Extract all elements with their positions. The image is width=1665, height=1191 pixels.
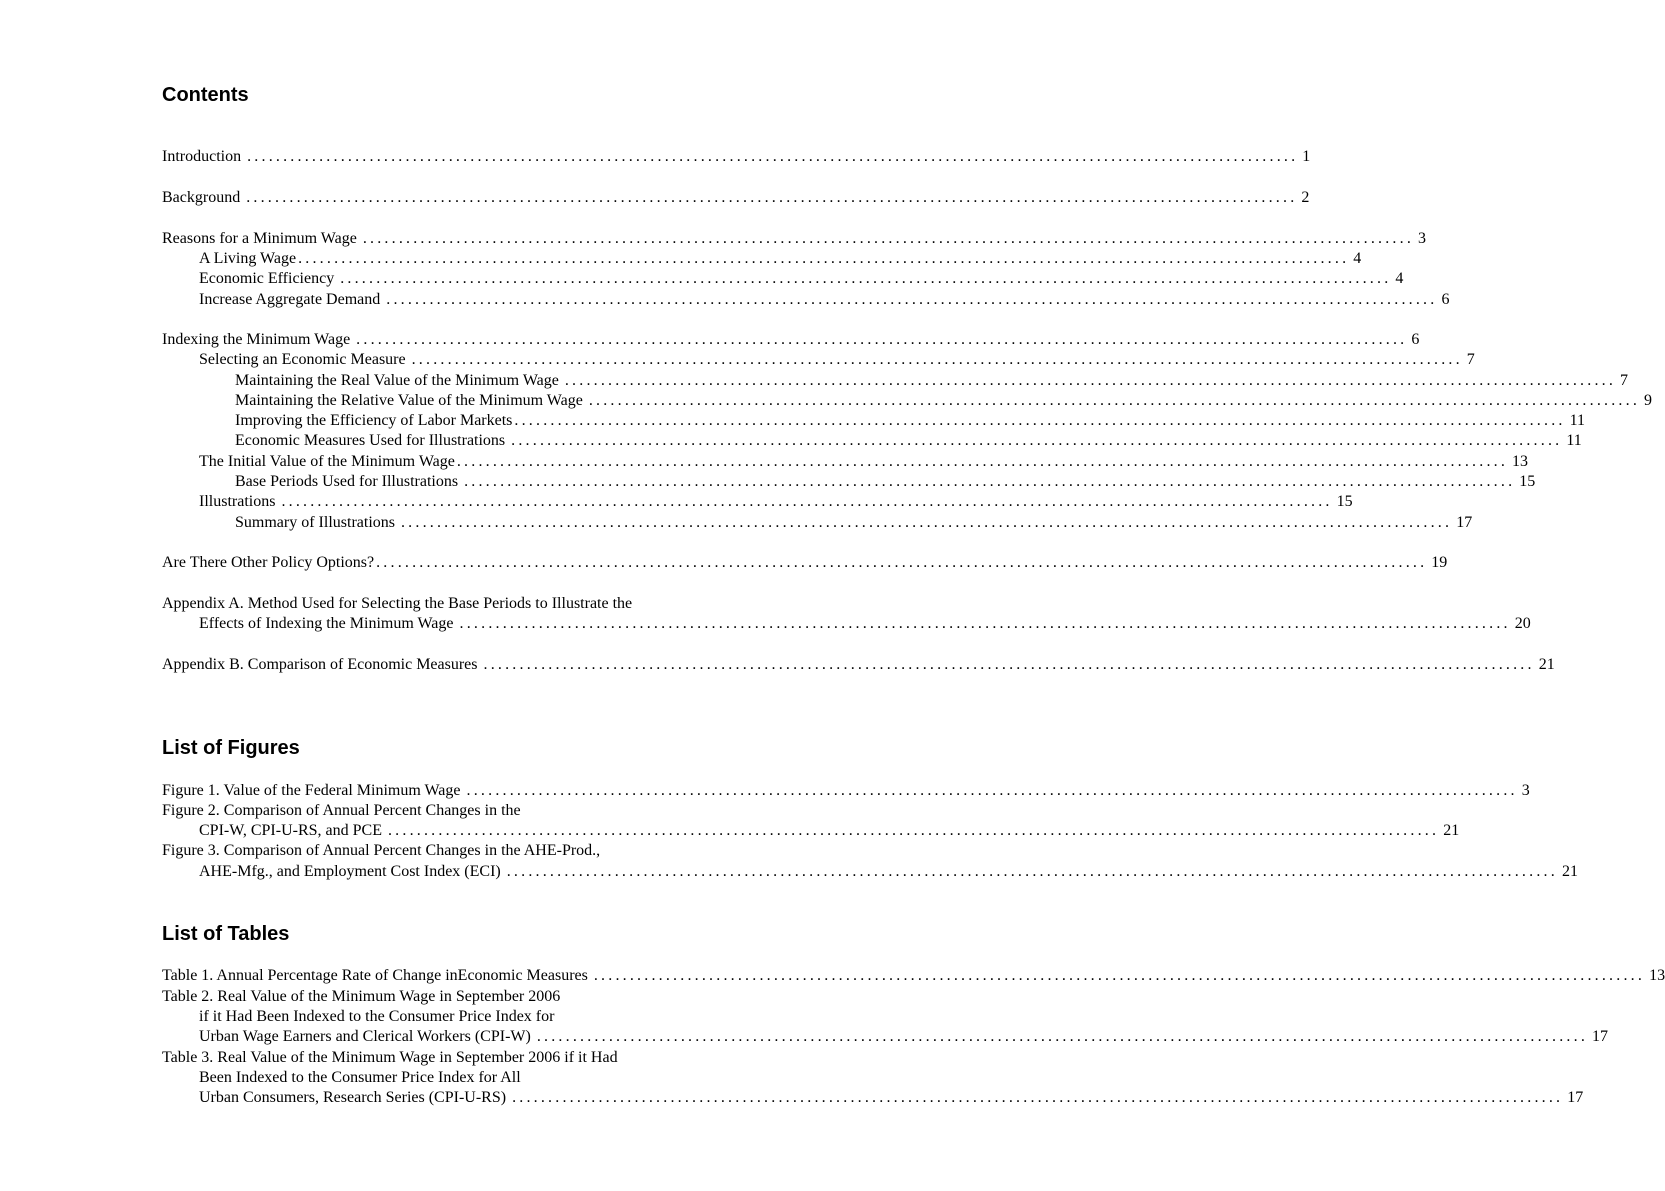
- dot-leader: ..................................................................................................................................................: [456, 453, 1509, 470]
- toc-entry[interactable]: Summary of Illustrations .................................................................................................................................................. 17: [235, 514, 1473, 531]
- figure-entry[interactable]: Figure 1. Value of the Federal Minimum Wage .................................................................................................................................................. 3: [162, 782, 1530, 799]
- figure-entry-first-line[interactable]: Figure 3. Comparison of Annual Percent Changes in the AHE-Prod.,: [162, 842, 601, 859]
- toc-entry[interactable]: Maintaining the Real Value of the Minimum Wage .................................................................................................................................................. 7: [235, 372, 1629, 389]
- dot-leader: ..................................................................................................................................................: [512, 1089, 1564, 1106]
- dot-leader: ..................................................................................................................................................: [281, 493, 1333, 510]
- dot-leader: ..................................................................................................................................................: [387, 822, 1440, 839]
- figure-entry[interactable]: CPI-W, CPI-U-RS, and PCE .................................................................................................................................................. 21: [199, 822, 1460, 839]
- dot-leader: ..................................................................................................................................................: [483, 656, 1535, 673]
- toc-entry[interactable]: Appendix B. Comparison of Economic Measures .................................................................................................................................................. 21: [162, 656, 1555, 673]
- dot-leader: ..................................................................................................................................................: [247, 148, 1299, 165]
- table-entry-middle-line: Been Indexed to the Consumer Price Index for All: [199, 1069, 521, 1086]
- dot-leader: ..................................................................................................................................................: [459, 615, 1511, 632]
- toc-entry[interactable]: Selecting an Economic Measure .................................................................................................................................................. 7: [199, 351, 1475, 368]
- toc-entry-first-line[interactable]: Appendix A. Method Used for Selecting the Base Periods to Illustrate the: [162, 595, 633, 612]
- table-entry-middle-line: if it Had Been Indexed to the Consumer Price Index for: [199, 1008, 555, 1025]
- toc-entry[interactable]: Increase Aggregate Demand .................................................................................................................................................. 6: [199, 291, 1450, 308]
- toc-entry[interactable]: The Initial Value of the Minimum Wage .................................................................................................................................................. 13: [199, 453, 1529, 470]
- contents-heading: Contents: [162, 84, 249, 106]
- dot-leader: ..................................................................................................................................................: [506, 863, 1558, 880]
- tables-heading: List of Tables: [162, 923, 290, 945]
- dot-leader: ..................................................................................................................................................: [340, 270, 1392, 287]
- figures-heading: List of Figures: [162, 737, 300, 759]
- dot-leader: ..................................................................................................................................................: [298, 250, 1350, 267]
- dot-leader: ..................................................................................................................................................: [564, 372, 1617, 389]
- toc-entry[interactable]: Economic Measures Used for Illustrations .................................................................................................................................................. 11: [235, 432, 1582, 449]
- toc-entry[interactable]: Background .................................................................................................................................................. 2: [162, 189, 1310, 206]
- toc-entry[interactable]: Economic Efficiency .................................................................................................................................................. 4: [199, 270, 1404, 287]
- table-entry[interactable]: Urban Consumers, Research Series (CPI-U-RS) .................................................................................................................................................. 17: [199, 1089, 1584, 1106]
- toc-entry[interactable]: Effects of Indexing the Minimum Wage .................................................................................................................................................. 20: [199, 615, 1531, 632]
- dot-leader: ..................................................................................................................................................: [514, 412, 1566, 429]
- dot-leader: ..................................................................................................................................................: [593, 967, 1646, 984]
- toc-entry[interactable]: A Living Wage .................................................................................................................................................. 4: [199, 250, 1362, 267]
- dot-leader: ..................................................................................................................................................: [411, 351, 1463, 368]
- figure-entry-first-line[interactable]: Figure 2. Comparison of Annual Percent Changes in the: [162, 802, 521, 819]
- dot-leader: ..................................................................................................................................................: [464, 473, 1516, 490]
- dot-leader: ..................................................................................................................................................: [386, 291, 1438, 308]
- toc-entry[interactable]: Improving the Efficiency of Labor Markets .................................................................................................................................................. 11: [235, 412, 1585, 429]
- toc-entry[interactable]: Introduction .................................................................................................................................................. 1: [162, 148, 1311, 165]
- dot-leader: ..................................................................................................................................................: [466, 782, 1518, 799]
- dot-leader: ..................................................................................................................................................: [511, 432, 1563, 449]
- dot-leader: ..................................................................................................................................................: [588, 392, 1641, 409]
- toc-entry[interactable]: Base Periods Used for Illustrations .................................................................................................................................................. 15: [235, 473, 1536, 490]
- toc-entry[interactable]: Indexing the Minimum Wage .................................................................................................................................................. 6: [162, 331, 1420, 348]
- dot-leader: ..................................................................................................................................................: [536, 1028, 1589, 1045]
- figure-entry[interactable]: AHE-Mfg., and Employment Cost Index (ECI) .................................................................................................................................................. 21: [199, 863, 1578, 880]
- dot-leader: ..................................................................................................................................................: [376, 554, 1428, 571]
- table-entry-first-line[interactable]: Table 3. Real Value of the Minimum Wage in September 2006 if it Had: [162, 1049, 618, 1066]
- dot-leader: ..................................................................................................................................................: [356, 331, 1408, 348]
- table-entry[interactable]: Urban Wage Earners and Clerical Workers (CPI-W) .................................................................................................................................................. 17: [199, 1028, 1609, 1045]
- dot-leader: ..................................................................................................................................................: [362, 230, 1415, 247]
- table-entry-first-line[interactable]: Table 2. Real Value of the Minimum Wage in September 2006: [162, 988, 561, 1005]
- toc-entry[interactable]: Reasons for a Minimum Wage .................................................................................................................................................. 3: [162, 230, 1427, 247]
- dot-leader: ..................................................................................................................................................: [400, 514, 1453, 531]
- toc-entry[interactable]: Maintaining the Relative Value of the Minimum Wage .................................................................................................................................................. 9: [235, 392, 1653, 409]
- dot-leader: ..................................................................................................................................................: [246, 189, 1298, 206]
- table-entry[interactable]: Table 1. Annual Percentage Rate of Change inEconomic Measures .................................................................................................................................................. 13: [162, 967, 1665, 984]
- toc-entry[interactable]: Illustrations .................................................................................................................................................. 15: [199, 493, 1353, 510]
- toc-entry[interactable]: Are There Other Policy Options? .................................................................................................................................................. 19: [162, 554, 1448, 571]
